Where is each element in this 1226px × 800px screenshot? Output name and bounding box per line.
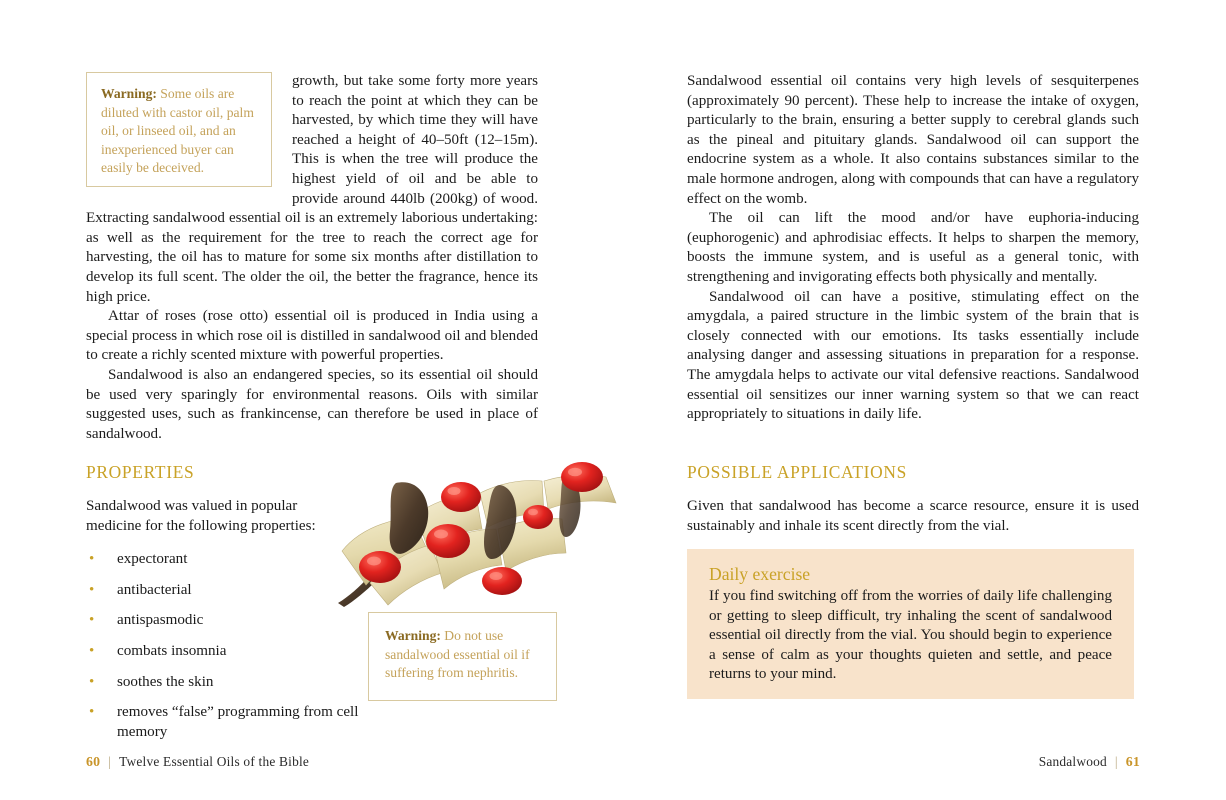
properties-list [86, 550, 366, 742]
list-item-label: removes “false” programming from cell memory [117, 704, 359, 740]
list-item-label: combats insomnia [117, 642, 227, 659]
applications-text: Given that sandalwood has become a scarce resource, ensure it is used sustainably and inhale its scent directly from the vial. [687, 498, 1139, 534]
list-item-label: antispasmodic [117, 612, 204, 629]
list-item [86, 642, 366, 662]
left-column [86, 72, 538, 444]
bullet-icon: • [89, 704, 95, 721]
paragraph-mood: The oil can lift the mood and/or have euphoria-inducing (euphorogenic) and aphrodisiac effects. It helps to sharpen the memory, boosts the immune system, and is useful as a general tonic, with strengthening and invigorating effects both physically and mentally. [687, 210, 1139, 285]
warning-callout-2 [368, 612, 557, 701]
list-item [86, 703, 366, 742]
bullet-icon: • [89, 551, 95, 568]
paragraph-growth: growth, but take some forty more years to reach the point at which they can be harvested, by which time they will have reached a height of 40–50ft (12–15m). This is when the tree will produce the highest yield of oil and be able to provide around 440lb (200kg) of wood. Extracting sandalwood essential oil is an extremely laborious undertaking: as well as the requirement for the tree to reach the correct age for harvesting, the oil has to mature for some six months after distillation to develop its full scent. The older the oil, the better the fragrance, hence its high price. [86, 73, 538, 305]
bullet-icon: • [89, 612, 95, 629]
warning-label: Warning: [101, 86, 157, 101]
daily-exercise-callout [687, 549, 1134, 699]
paragraph-attar-of-roses: Attar of roses (rose otto) essential oil is produced in India using a special process in which rose oil is distilled in sandalwood oil and blended to create a richly scented mixture with powerful properties. [86, 308, 538, 364]
footer-separator-icon: | [1114, 754, 1118, 769]
paragraph-sesquiterpenes: Sandalwood essential oil contains very high levels of sesquiterpenes (approximately 90 percent). These help to increase the intake of oxygen, particularly to the brain, ensuring a better supply to cerebral glands such as the pineal and pituitary glands. Sandalwood oil can support the endocrine system as a whole. It also contains substances similar to the male hormone androgen, along with compounds that can have a regulatory effect on the womb. [687, 73, 1139, 207]
warning-text: Some oils are diluted with castor oil, palm oil, or linseed oil, and an inexperienced buyer can easily be deceived. [101, 86, 254, 176]
bullet-icon: • [89, 673, 95, 690]
list-item [86, 581, 366, 601]
sandalwood-shavings-photo [330, 455, 622, 615]
bullet-icon: • [89, 642, 95, 659]
list-item [86, 673, 366, 693]
list-item-label: soothes the skin [117, 673, 214, 690]
list-item [86, 611, 366, 631]
footer-left [86, 754, 309, 770]
warning-callout-1 [86, 72, 272, 187]
footer-separator-icon: | [108, 754, 112, 769]
list-item-label: antibacterial [117, 581, 192, 598]
applications-heading: POSSIBLE APPLICATIONS [687, 462, 908, 482]
properties-heading: PROPERTIES [86, 462, 195, 482]
chapter-title: Sandalwood [1038, 754, 1107, 769]
footer-right [1039, 754, 1140, 770]
warning-label: Warning: [385, 628, 441, 643]
bullet-icon: • [89, 581, 95, 598]
daily-exercise-title: Daily exercise [709, 564, 811, 584]
list-item-label: expectorant [117, 551, 188, 568]
applications-section [687, 462, 1139, 536]
paragraph-amygdala: Sandalwood oil can have a positive, stimulating effect on the amygdala, a paired structure in the limbic system of the brain that is closely connected with our emotions. Its tasks essentially include analysing danger and assessing situations in preparation for a response. The amygdala helps to activate our vital defensive reactions. Sandalwood essential oil sensitizes our inner warning system so that we can react appropriately to situations in daily life. [687, 288, 1139, 423]
page-number-left: 60 [86, 754, 101, 769]
page-number-right: 61 [1125, 754, 1140, 769]
paragraph-endangered: Sandalwood is also an endangered species, so its essential oil should be used very sparingly for environmental reasons. Oils with similar suggested uses, such as frankincense, can therefore be used in place of sandalwood. [86, 366, 538, 442]
right-column [687, 72, 1139, 425]
properties-intro: Sandalwood was valued in popular medicine for the following properties: [86, 498, 316, 534]
list-item [86, 550, 366, 570]
daily-exercise-text: If you find switching off from the worries of daily life challenging or getting to sleep difficult, try inhaling the scent of sandalwood essential oil directly from the vial. You should begin to experience a sense of calm as your thoughts quieten and settle, and peace returns to your mind. [709, 588, 1112, 683]
warning-text: Do not use sandalwood essential oil if suffering from nephritis. [385, 628, 530, 681]
book-title: Twelve Essential Oils of the Bible [119, 754, 310, 769]
